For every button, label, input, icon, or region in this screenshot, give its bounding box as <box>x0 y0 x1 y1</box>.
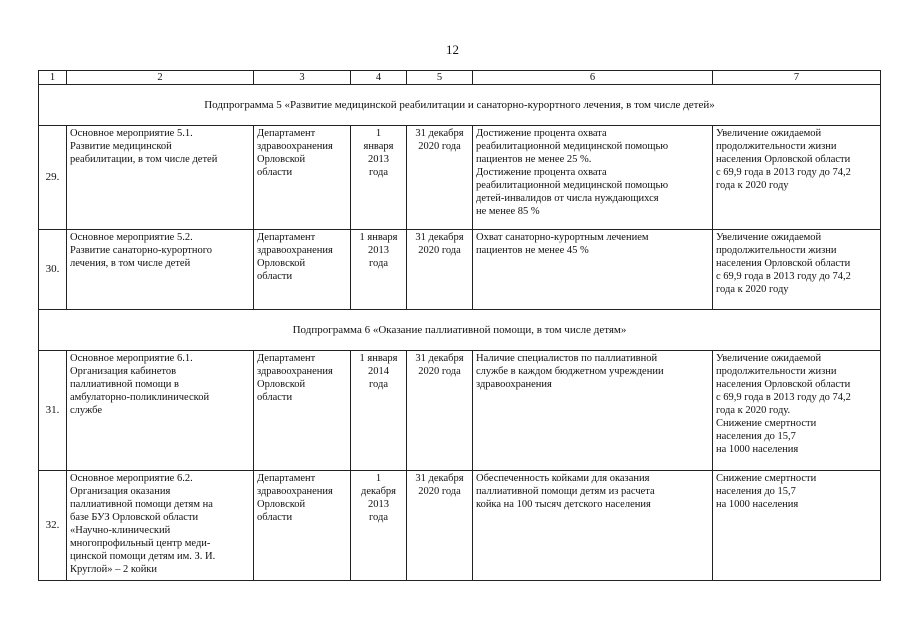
start-date-line: года <box>369 512 388 523</box>
indicator-link-line: Снижение смертности <box>716 418 817 429</box>
indicator-link-line: года к 2020 году <box>716 180 789 191</box>
column-number-row <box>39 71 881 85</box>
indicator-link-line: населения Орловской области <box>716 258 851 269</box>
expected-result-line: пациентов не менее 45 % <box>476 245 589 256</box>
expected-result-line: Охват санаторно-курортным лечением <box>476 232 649 243</box>
executor <box>254 230 351 310</box>
expected-result-line: Наличие специалистов по паллиативной <box>476 353 658 364</box>
program-table <box>38 70 881 581</box>
expected-result <box>473 230 713 310</box>
column-number: 1 <box>39 71 67 85</box>
measure-name <box>67 230 254 310</box>
end-date-line: 31 декабря <box>415 353 464 364</box>
measure-name-line: паллиативной помощи детям на <box>70 499 213 510</box>
measure-name-line: реабилитации, в том числе детей <box>70 154 218 165</box>
column-number: 5 <box>407 71 473 85</box>
subprogram-5-title: Подпрограмма 5 «Развитие медицинской реабилитации и санаторно-курортного лечения, в том числе детей» <box>39 85 881 126</box>
start-date-line: года <box>369 379 388 390</box>
subprogram-5-row <box>39 85 881 126</box>
row-number: 31. <box>39 351 67 471</box>
indicator-link-line: населения до 15,7 <box>716 486 796 497</box>
executor-line: Департамент <box>257 232 316 243</box>
row-number: 30. <box>39 230 67 310</box>
column-number: 4 <box>351 71 407 85</box>
executor-line: Орловской <box>257 154 306 165</box>
start-date-line: 2014 <box>368 366 389 377</box>
expected-result-line: службе в каждом бюджетном учреждении <box>476 366 664 377</box>
executor-line: Орловской <box>257 379 306 390</box>
executor <box>254 471 351 581</box>
executor-line: области <box>257 512 293 523</box>
executor-line: Орловской <box>257 258 306 269</box>
indicator-link-line: населения Орловской области <box>716 154 851 165</box>
indicator-link-line: продолжительности жизни <box>716 366 837 377</box>
start-date-line: 1 января <box>359 353 398 364</box>
indicator-link-line: Увеличение ожидаемой <box>716 232 822 243</box>
start-date-line: 1 <box>375 473 382 484</box>
indicator-link-line: с 69,9 года в 2013 году до 74,2 <box>716 392 851 403</box>
row-number: 32. <box>39 471 67 581</box>
indicator-link-line: продолжительности жизни <box>716 245 837 256</box>
end-date-line: 2020 года <box>418 141 461 152</box>
start-date <box>351 351 407 471</box>
indicator-link-line: продолжительности жизни <box>716 141 837 152</box>
measure-name-line: базе БУЗ Орловской области <box>70 512 199 523</box>
indicator-link <box>713 351 881 471</box>
measure-name-line: цинской помощи детям им. З. И. <box>70 551 216 562</box>
measure-name <box>67 471 254 581</box>
indicator-link-line: населения до 15,7 <box>716 431 796 442</box>
executor <box>254 126 351 230</box>
expected-result-line: здравоохранения <box>476 379 552 390</box>
measure-name-line: Развитие медицинской <box>70 141 172 152</box>
start-date-line: января <box>363 141 394 152</box>
end-date-line: 31 декабря <box>415 128 464 139</box>
expected-result <box>473 126 713 230</box>
expected-result-line: реабилитационной медицинской помощью <box>476 141 669 152</box>
start-date <box>351 126 407 230</box>
executor-line: Орловской <box>257 499 306 510</box>
expected-result-line: паллиативной помощи детям из расчета <box>476 486 655 497</box>
executor-line: здравоохранения <box>257 366 333 377</box>
executor-line: здравоохранения <box>257 141 333 152</box>
page-number: 12 <box>446 42 459 57</box>
executor-line: Департамент <box>257 128 316 139</box>
indicator-link-line: на 1000 населения <box>716 499 799 510</box>
column-number: 2 <box>67 71 254 85</box>
subprogram-6-row <box>39 310 881 351</box>
start-date-line: 2013 <box>368 499 389 510</box>
indicator-link-line: на 1000 населения <box>716 444 799 455</box>
indicator-link-line: Снижение смертности <box>716 473 817 484</box>
indicator-link-line: с 69,9 года в 2013 году до 74,2 <box>716 271 851 282</box>
indicator-link-line: Увеличение ожидаемой <box>716 128 822 139</box>
executor-line: области <box>257 167 293 178</box>
end-date-line: 2020 года <box>418 366 461 377</box>
executor-line: Департамент <box>257 353 316 364</box>
end-date-line: 31 декабря <box>415 232 464 243</box>
measure-name-line: паллиативной помощи в <box>70 379 179 390</box>
expected-result-line: койка на 100 тысяч детского населения <box>476 499 651 510</box>
table-row <box>39 230 881 310</box>
start-date-line: 1 января <box>359 232 398 243</box>
end-date-line: 2020 года <box>418 245 461 256</box>
column-number: 3 <box>254 71 351 85</box>
indicator-link-line: года к 2020 году. <box>716 405 791 416</box>
executor-line: здравоохранения <box>257 245 333 256</box>
measure-name-line: Круглой» – 2 койки <box>70 564 158 575</box>
end-date <box>407 471 473 581</box>
row-number: 29. <box>39 126 67 230</box>
indicator-link <box>713 471 881 581</box>
indicator-link <box>713 126 881 230</box>
start-date-line: 2013 <box>368 154 389 165</box>
measure-name-line: лечения, в том числе детей <box>70 258 191 269</box>
column-number: 6 <box>473 71 713 85</box>
measure-name-line: Основное мероприятие 5.2. <box>70 232 193 243</box>
expected-result-line: Обеспеченность койками для оказания <box>476 473 650 484</box>
expected-result-line: Достижение процента охвата <box>476 128 607 139</box>
indicator-link-line: населения Орловской области <box>716 379 851 390</box>
measure-name <box>67 126 254 230</box>
executor-line: области <box>257 392 293 403</box>
measure-name-line: Основное мероприятие 6.2. <box>70 473 193 484</box>
expected-result <box>473 471 713 581</box>
expected-result-line: реабилитационной медицинской помощью <box>476 180 669 191</box>
measure-name-line: Развитие санаторно-курортного <box>70 245 213 256</box>
start-date-line: года <box>369 167 388 178</box>
start-date-line: 2013 <box>368 245 389 256</box>
expected-result-line: не менее 85 % <box>476 206 540 217</box>
measure-name-line: Организация оказания <box>70 486 171 497</box>
table-row <box>39 471 881 581</box>
start-date-line: декабря <box>360 486 397 497</box>
expected-result-line: Достижение процента охвата <box>476 167 607 178</box>
end-date <box>407 126 473 230</box>
executor <box>254 351 351 471</box>
column-number: 7 <box>713 71 881 85</box>
start-date-line: года <box>369 258 388 269</box>
executor-line: области <box>257 271 293 282</box>
measure-name-line: «Научно-клинический <box>70 525 171 536</box>
table-row <box>39 126 881 230</box>
indicator-link-line: года к 2020 году <box>716 284 789 295</box>
measure-name-line: амбулаторно-поликлинической <box>70 392 210 403</box>
indicator-link <box>713 230 881 310</box>
indicator-link-line: с 69,9 года в 2013 году до 74,2 <box>716 167 851 178</box>
measure-name-line: Основное мероприятие 5.1. <box>70 128 193 139</box>
end-date-line: 31 декабря <box>415 473 464 484</box>
start-date <box>351 471 407 581</box>
measure-name-line: Основное мероприятие 6.1. <box>70 353 193 364</box>
measure-name <box>67 351 254 471</box>
indicator-link-line: Увеличение ожидаемой <box>716 353 822 364</box>
start-date <box>351 230 407 310</box>
subprogram-6-title: Подпрограмма 6 «Оказание паллиативной помощи, в том числе детям» <box>39 310 881 351</box>
measure-name-line: Организация кабинетов <box>70 366 177 377</box>
expected-result-line: детей-инвалидов от числа нуждающихся <box>476 193 659 204</box>
start-date-line: 1 <box>375 128 382 139</box>
executor-line: здравоохранения <box>257 486 333 497</box>
measure-name-line: многопрофильный центр меди- <box>70 538 211 549</box>
measure-name-line: службе <box>70 405 102 416</box>
end-date-line: 2020 года <box>418 486 461 497</box>
expected-result-line: пациентов не менее 25 %. <box>476 154 592 165</box>
end-date <box>407 351 473 471</box>
table-row <box>39 351 881 471</box>
executor-line: Департамент <box>257 473 316 484</box>
end-date <box>407 230 473 310</box>
expected-result <box>473 351 713 471</box>
